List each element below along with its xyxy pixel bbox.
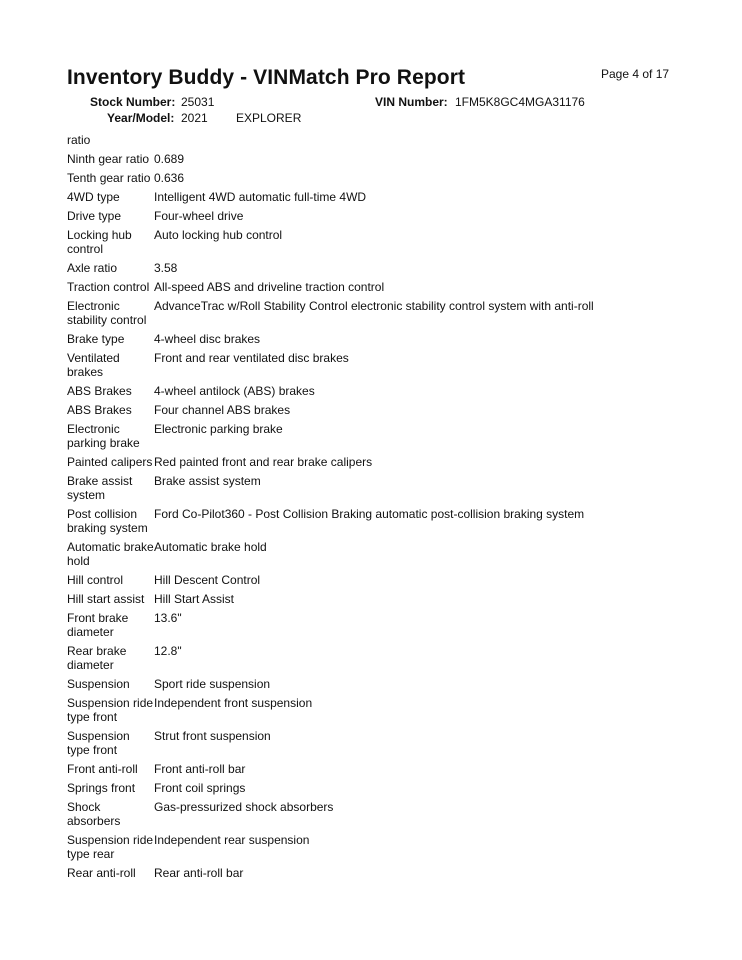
spec-row: [67, 474, 687, 502]
spec-row: [67, 190, 687, 204]
spec-value: Independent rear suspension: [154, 833, 310, 847]
spec-value: Electronic parking brake: [154, 422, 283, 436]
spec-row: [67, 696, 687, 724]
spec-row: [67, 228, 687, 256]
spec-value: Front anti-roll bar: [154, 762, 246, 776]
spec-value: Hill Descent Control: [154, 573, 261, 587]
spec-row: [67, 762, 687, 776]
spec-row: [67, 781, 687, 795]
spec-label: Brake assist system: [67, 474, 133, 502]
spec-label: Hill start assist: [67, 592, 145, 606]
spec-value: 12.8": [154, 644, 182, 658]
vin-number-label: VIN Number:: [375, 95, 448, 109]
spec-label: Ninth gear ratio: [67, 152, 150, 166]
spec-row: [67, 422, 687, 450]
spec-value: Sport ride suspension: [154, 677, 271, 691]
spec-label: Suspension ride type rear: [67, 833, 154, 861]
spec-label: Shock absorbers: [67, 800, 121, 828]
spec-value: Rear anti-roll bar: [154, 866, 244, 880]
spec-value: 3.58: [154, 261, 178, 275]
spec-label: Hill control: [67, 573, 124, 587]
spec-label: Rear anti-roll: [67, 866, 136, 880]
spec-label: Front anti-roll: [67, 762, 138, 776]
spec-label: Electronic parking brake: [67, 422, 140, 450]
spec-row: [67, 833, 687, 861]
spec-label: Brake type: [67, 332, 125, 346]
spec-row: [67, 573, 687, 587]
spec-list: [67, 133, 687, 885]
spec-value: Front and rear ventilated disc brakes: [154, 351, 349, 365]
spec-row: [67, 677, 687, 691]
year-model-label: Year/Model:: [107, 111, 175, 125]
spec-value: Intelligent 4WD automatic full-time 4WD: [154, 190, 367, 204]
spec-row: [67, 261, 687, 275]
spec-row: [67, 540, 687, 568]
spec-label: Locking hub control: [67, 228, 132, 256]
spec-value: Strut front suspension: [154, 729, 271, 743]
spec-label: Suspension type front: [67, 729, 130, 757]
spec-label: Front brake diameter: [67, 611, 129, 639]
stock-number-label: Stock Number:: [90, 95, 176, 109]
spec-row: [67, 866, 687, 880]
spec-label: ratio: [67, 133, 91, 147]
spec-value: Hill Start Assist: [154, 592, 235, 606]
vin-number-value: 1FM5K8GC4MGA31176: [455, 95, 585, 109]
spec-row: [67, 152, 687, 166]
spec-label: Axle ratio: [67, 261, 118, 275]
spec-value: Four channel ABS brakes: [154, 403, 291, 417]
spec-value: [154, 133, 687, 147]
spec-label: 4WD type: [67, 190, 120, 204]
spec-value: Brake assist system: [154, 474, 261, 488]
spec-row: [67, 507, 687, 535]
spec-label: Suspension ride type front: [67, 696, 154, 724]
spec-row: [67, 171, 687, 185]
model-value: EXPLORER: [236, 111, 302, 125]
spec-label: Traction control: [67, 280, 150, 294]
spec-value: Red painted front and rear brake calipers: [154, 455, 373, 469]
year-value: 2021: [181, 111, 208, 125]
spec-label: Springs front: [67, 781, 136, 795]
spec-label: ABS Brakes: [67, 403, 132, 417]
spec-value: 0.636: [154, 171, 185, 185]
spec-label: Ventilated brakes: [67, 351, 120, 379]
spec-value: 13.6": [154, 611, 182, 625]
spec-row: [67, 800, 687, 828]
spec-row: [67, 332, 687, 346]
page-number: Page 4 of 17: [601, 67, 670, 81]
spec-value: All-speed ABS and driveline traction control: [154, 280, 385, 294]
spec-label: Suspension: [67, 677, 130, 691]
spec-value: Independent front suspension: [154, 696, 313, 710]
spec-value: AdvanceTrac w/Roll Stability Control electronic stability control system with anti-roll: [154, 299, 594, 313]
spec-value: Four-wheel drive: [154, 209, 244, 223]
report-title: Inventory Buddy - VINMatch Pro Report: [67, 66, 466, 89]
spec-label: Painted calipers: [67, 455, 153, 469]
spec-value: Auto locking hub control: [154, 228, 283, 242]
spec-value: Ford Co-Pilot360 - Post Collision Braking automatic post-collision braking system: [154, 507, 585, 521]
spec-row: [67, 644, 687, 672]
spec-label: Rear brake diameter: [67, 644, 127, 672]
spec-value: Gas-pressurized shock absorbers: [154, 800, 334, 814]
spec-label: ABS Brakes: [67, 384, 132, 398]
spec-value: 4-wheel disc brakes: [154, 332, 261, 346]
spec-label: Drive type: [67, 209, 122, 223]
spec-label: Electronic stability control: [67, 299, 147, 327]
spec-value: 0.689: [154, 152, 185, 166]
spec-row: [67, 729, 687, 757]
spec-label: Post collision braking system: [67, 507, 148, 535]
spec-value: 4-wheel antilock (ABS) brakes: [154, 384, 315, 398]
spec-row: [67, 351, 687, 379]
spec-row: [67, 384, 687, 398]
spec-label: Tenth gear ratio: [67, 171, 151, 185]
spec-row: [67, 403, 687, 417]
spec-row: [67, 280, 687, 294]
spec-value: Automatic brake hold: [154, 540, 267, 554]
stock-number-value: 25031: [181, 95, 215, 109]
spec-row: [67, 592, 687, 606]
spec-row: [67, 299, 687, 327]
spec-row: [67, 209, 687, 223]
spec-row: [67, 455, 687, 469]
spec-row: [67, 611, 687, 639]
spec-label: Automatic brake hold: [67, 540, 154, 568]
spec-value: Front coil springs: [154, 781, 246, 795]
spec-row: [67, 133, 687, 147]
